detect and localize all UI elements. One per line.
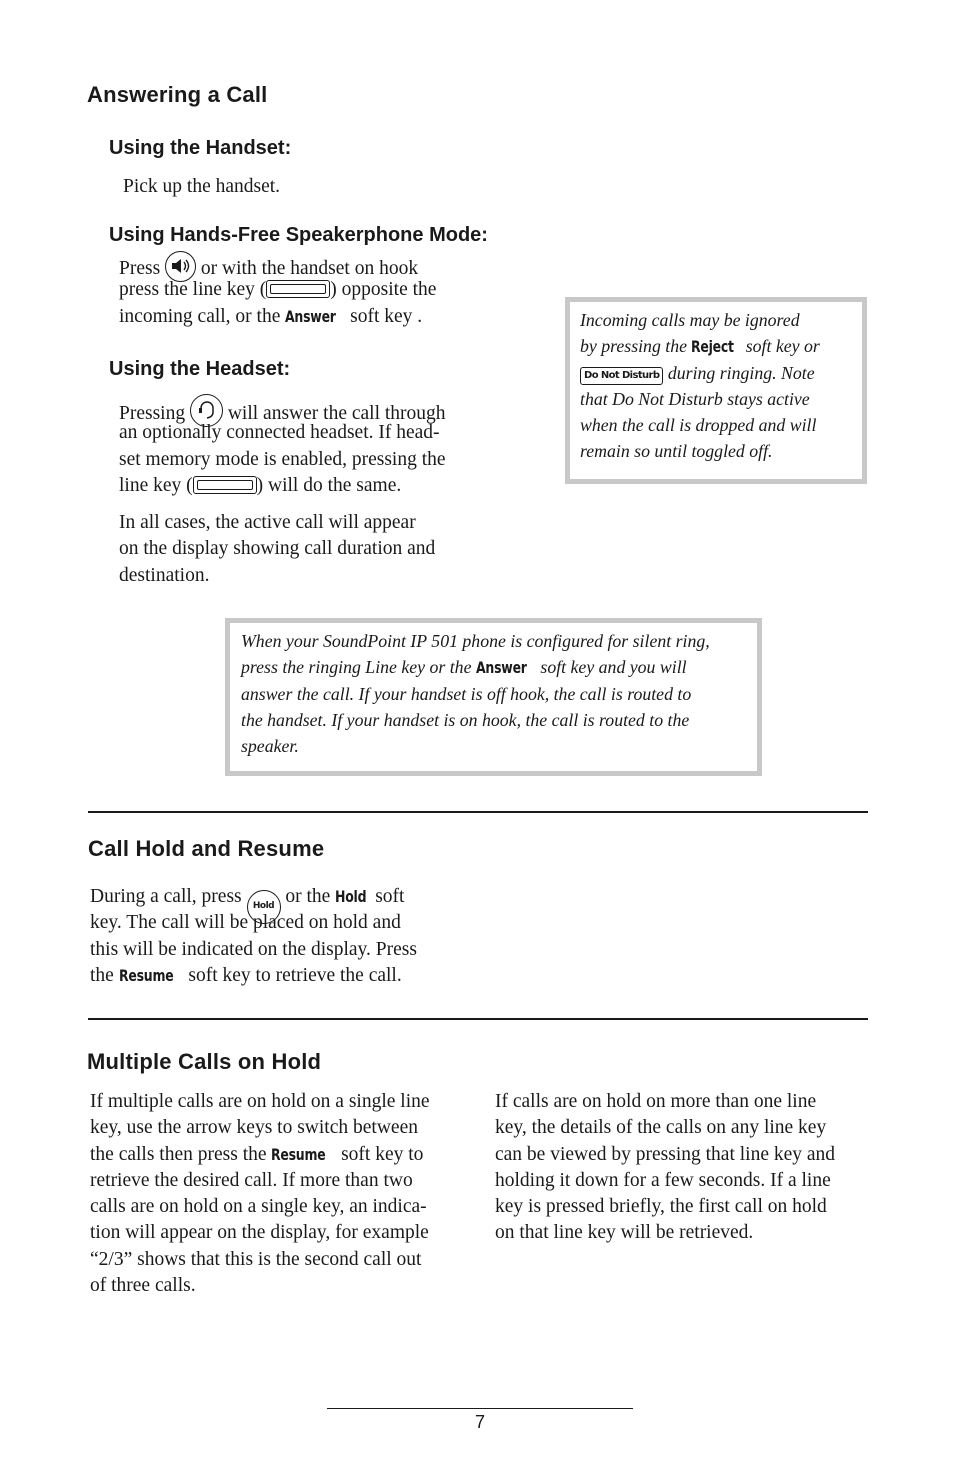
- resume-softkey-label: Resume: [118, 965, 174, 985]
- divider: [88, 811, 868, 813]
- divider: [88, 1018, 868, 1020]
- page-number: 7: [474, 1412, 485, 1432]
- speaker-line-2: press the line key ( ) opposite the: [119, 279, 437, 301]
- do-not-disturb-icon: Do Not Disturb: [580, 367, 663, 385]
- heading-speakerphone: Using Hands-Free Speakerphone Mode:: [109, 224, 488, 246]
- resume-softkey-label: Resume: [271, 1144, 326, 1164]
- speaker-line-3: incoming call, or the Answer soft key .: [119, 304, 436, 330]
- section-title-multiple: Multiple Calls on Hold: [87, 1049, 322, 1074]
- note-reject-text: Incoming calls may be ignored by pressing the Reject soft key or Do Not Disturb during ringing. Note that Do Not Disturb stays active when the call is dropped and will remain so until toggled off.: [580, 310, 820, 462]
- answer-softkey-label: Answer: [285, 306, 336, 326]
- speakerphone-paragraph: [119, 251, 436, 330]
- hold-paragraph: During a call, press Hold or the Hold soft key. The call will be placed on hold and this will be indicated on the display. Press the Resume soft key to retrieve the call.: [90, 884, 417, 989]
- speaker-icon: [165, 251, 196, 282]
- headset-line-3: set memory mode is enabled, pressing the: [119, 448, 446, 470]
- headset-icon: [190, 394, 223, 427]
- multiple-right-paragraph: If calls are on hold on more than one line key, the details of the calls on any line key can be viewed by pressing that line key and holding it down for a few seconds. If a line key is pressed briefly, the first call on hold on that line key will be retrieved.: [495, 1091, 836, 1244]
- multiple-left-paragraph: If multiple calls are on hold on a single line key, use the arrow keys to switch between the calls then press the Resume soft key to retrieve the desired call. If more than two calls are on hold on a single key, an indica- tion will appear on the display, for example “2/3” shows that this is the second call out of three calls.: [90, 1091, 430, 1297]
- headset-line-2: an optionally connected headset. If head-: [119, 422, 440, 444]
- line-key-icon: [266, 280, 330, 298]
- headset-paragraph: [119, 394, 446, 499]
- headset-line-1: Pressing will answer the call through: [119, 394, 446, 420]
- footer-rule: [327, 1408, 633, 1409]
- hold-softkey-label: Hold: [335, 887, 367, 906]
- section-title-hold: Call Hold and Resume: [88, 836, 325, 861]
- hold-icon: Hold: [247, 890, 281, 924]
- heading-handset: Using the Handset:: [109, 137, 292, 159]
- answer-softkey-label: Answer: [475, 658, 527, 678]
- line-key-icon: [193, 476, 257, 494]
- section-title-answering: Answering a Call: [87, 82, 268, 107]
- headset-line-4: line key ( ) will do the same.: [119, 474, 402, 496]
- heading-headset: Using the Headset:: [109, 358, 291, 380]
- speaker-line-1: Press or with the handset on hook: [119, 251, 436, 277]
- handset-text: Pick up the handset.: [123, 176, 281, 197]
- all-cases-paragraph: In all cases, the active call will appear on the display showing call duration and destination.: [119, 512, 436, 586]
- note-silent-text: When your SoundPoint IP 501 phone is configured for silent ring, press the ringing Line key or the Answer soft key and you will answer the call. If your handset is off hook, the call is routed to the handset. If your handset is on hook, the call is routed to the speaker.: [241, 631, 710, 757]
- reject-softkey-label: Reject: [691, 337, 735, 357]
